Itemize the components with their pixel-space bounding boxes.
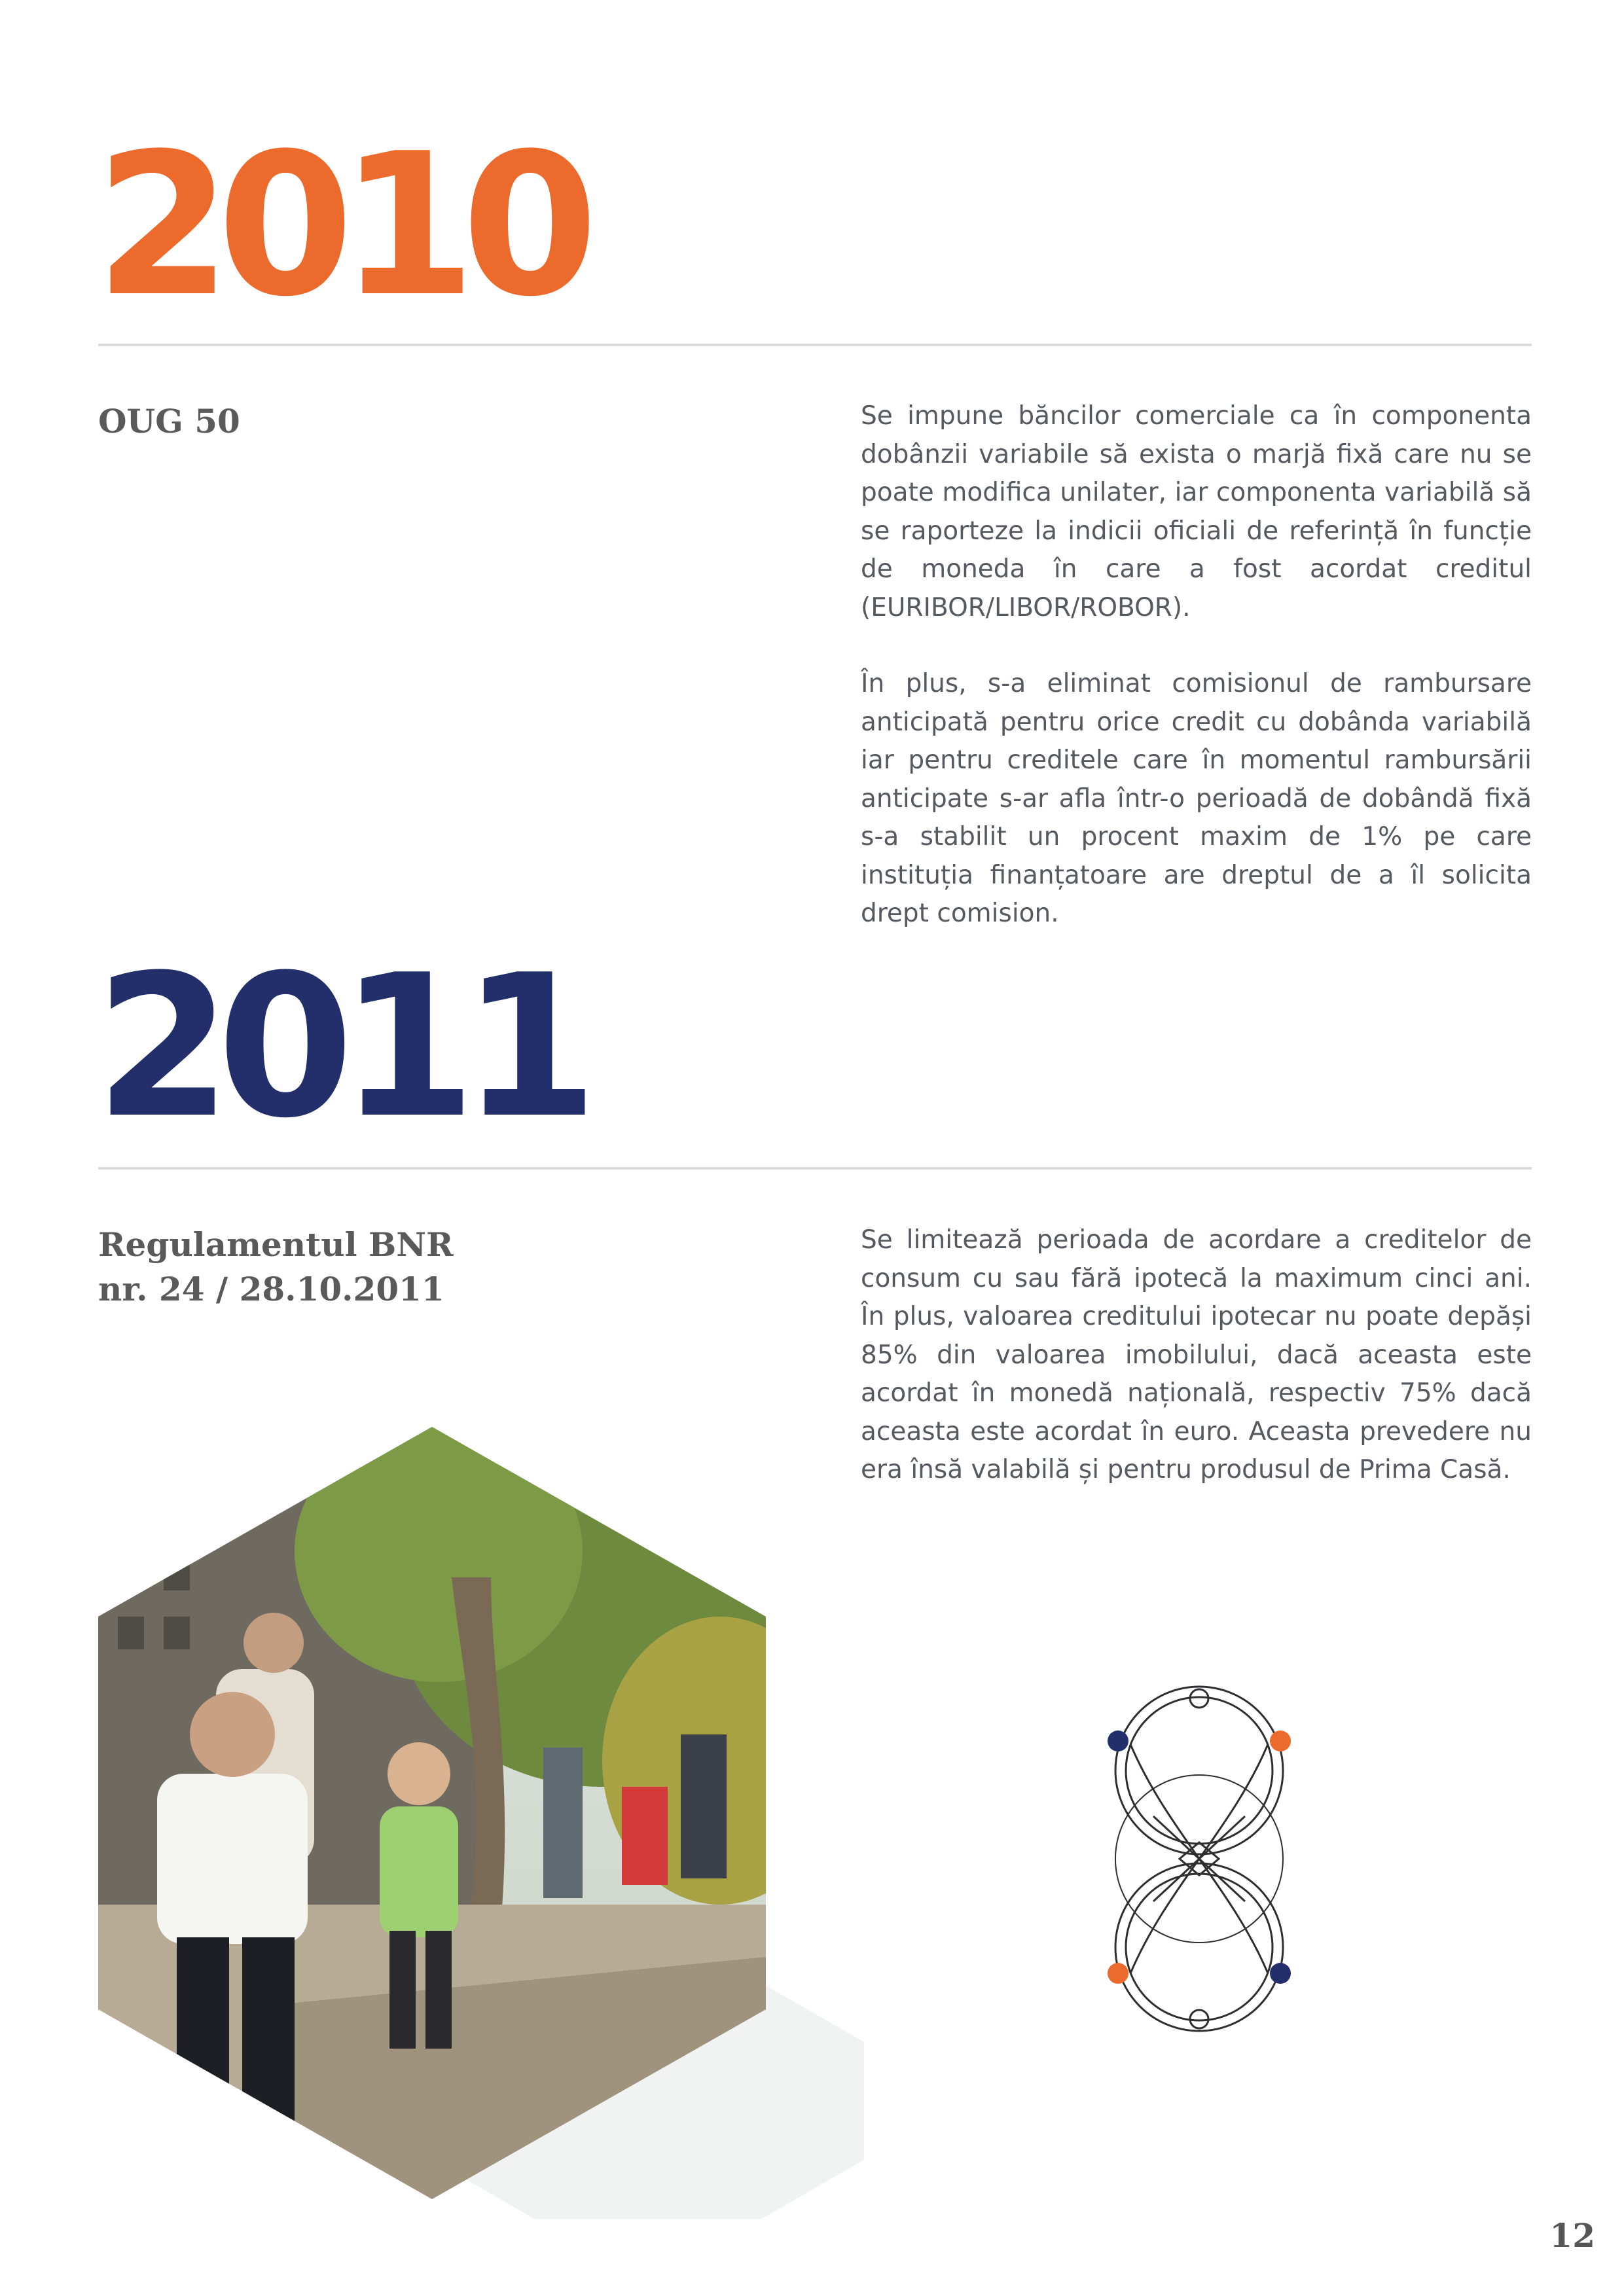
section-label-regulament-bnr bbox=[98, 1223, 454, 1312]
section-divider bbox=[98, 1167, 1532, 1170]
hexagon-photo bbox=[98, 1420, 884, 2219]
year-heading-2010: 2010 bbox=[95, 111, 584, 340]
section-label-oug-50: OUG 50 bbox=[98, 402, 240, 440]
paragraph-2010-1: Se impune băncilor comerciale ca în componenta dobânzii variabile să exista o marjă fixă care nu se poate modifica unilater, iar componenta variabilă să se raporteze la indicii oficiali de referință în funcție de moneda în care a fost acordat creditul (EURIBOR/LIBOR/ROBOR). bbox=[861, 401, 1532, 622]
paragraph-2011: Se limitează perioada de acordare a creditelor de consum cu sau fără ipotecă la maximum cinci ani. În plus, valoarea creditului ipotecar nu poate depăși 85% din valoarea imobilului, dacă aceasta este acordat în monedă națională, respectiv 75% dacă aceasta este acordat în euro. Aceasta prevedere nu era însă valabilă și pentru produsul de Prima Casă. bbox=[861, 1225, 1532, 1484]
paragraph-2010-2: În plus, s-a eliminat comisionul de rambursare anticipată pentru orice credit cu dobânda variabilă iar pentru creditele care în momentul rambursării anticipate s-ar afla într-o perioadă de dobândă fixă s-a stabilit un procent maxim de 1% pe care instituția finanțatoare are dreptul de a îl solicita drept comision. bbox=[861, 669, 1532, 928]
year-heading-2011: 2011 bbox=[95, 933, 584, 1161]
page-number: 12 bbox=[1549, 2216, 1595, 2255]
label-line-1: Regulamentul BNR bbox=[98, 1225, 454, 1264]
section-divider bbox=[98, 344, 1532, 346]
infinity-logo-icon bbox=[1094, 1666, 1304, 2052]
label-line-2: nr. 24 / 28.10.2011 bbox=[98, 1270, 444, 1308]
